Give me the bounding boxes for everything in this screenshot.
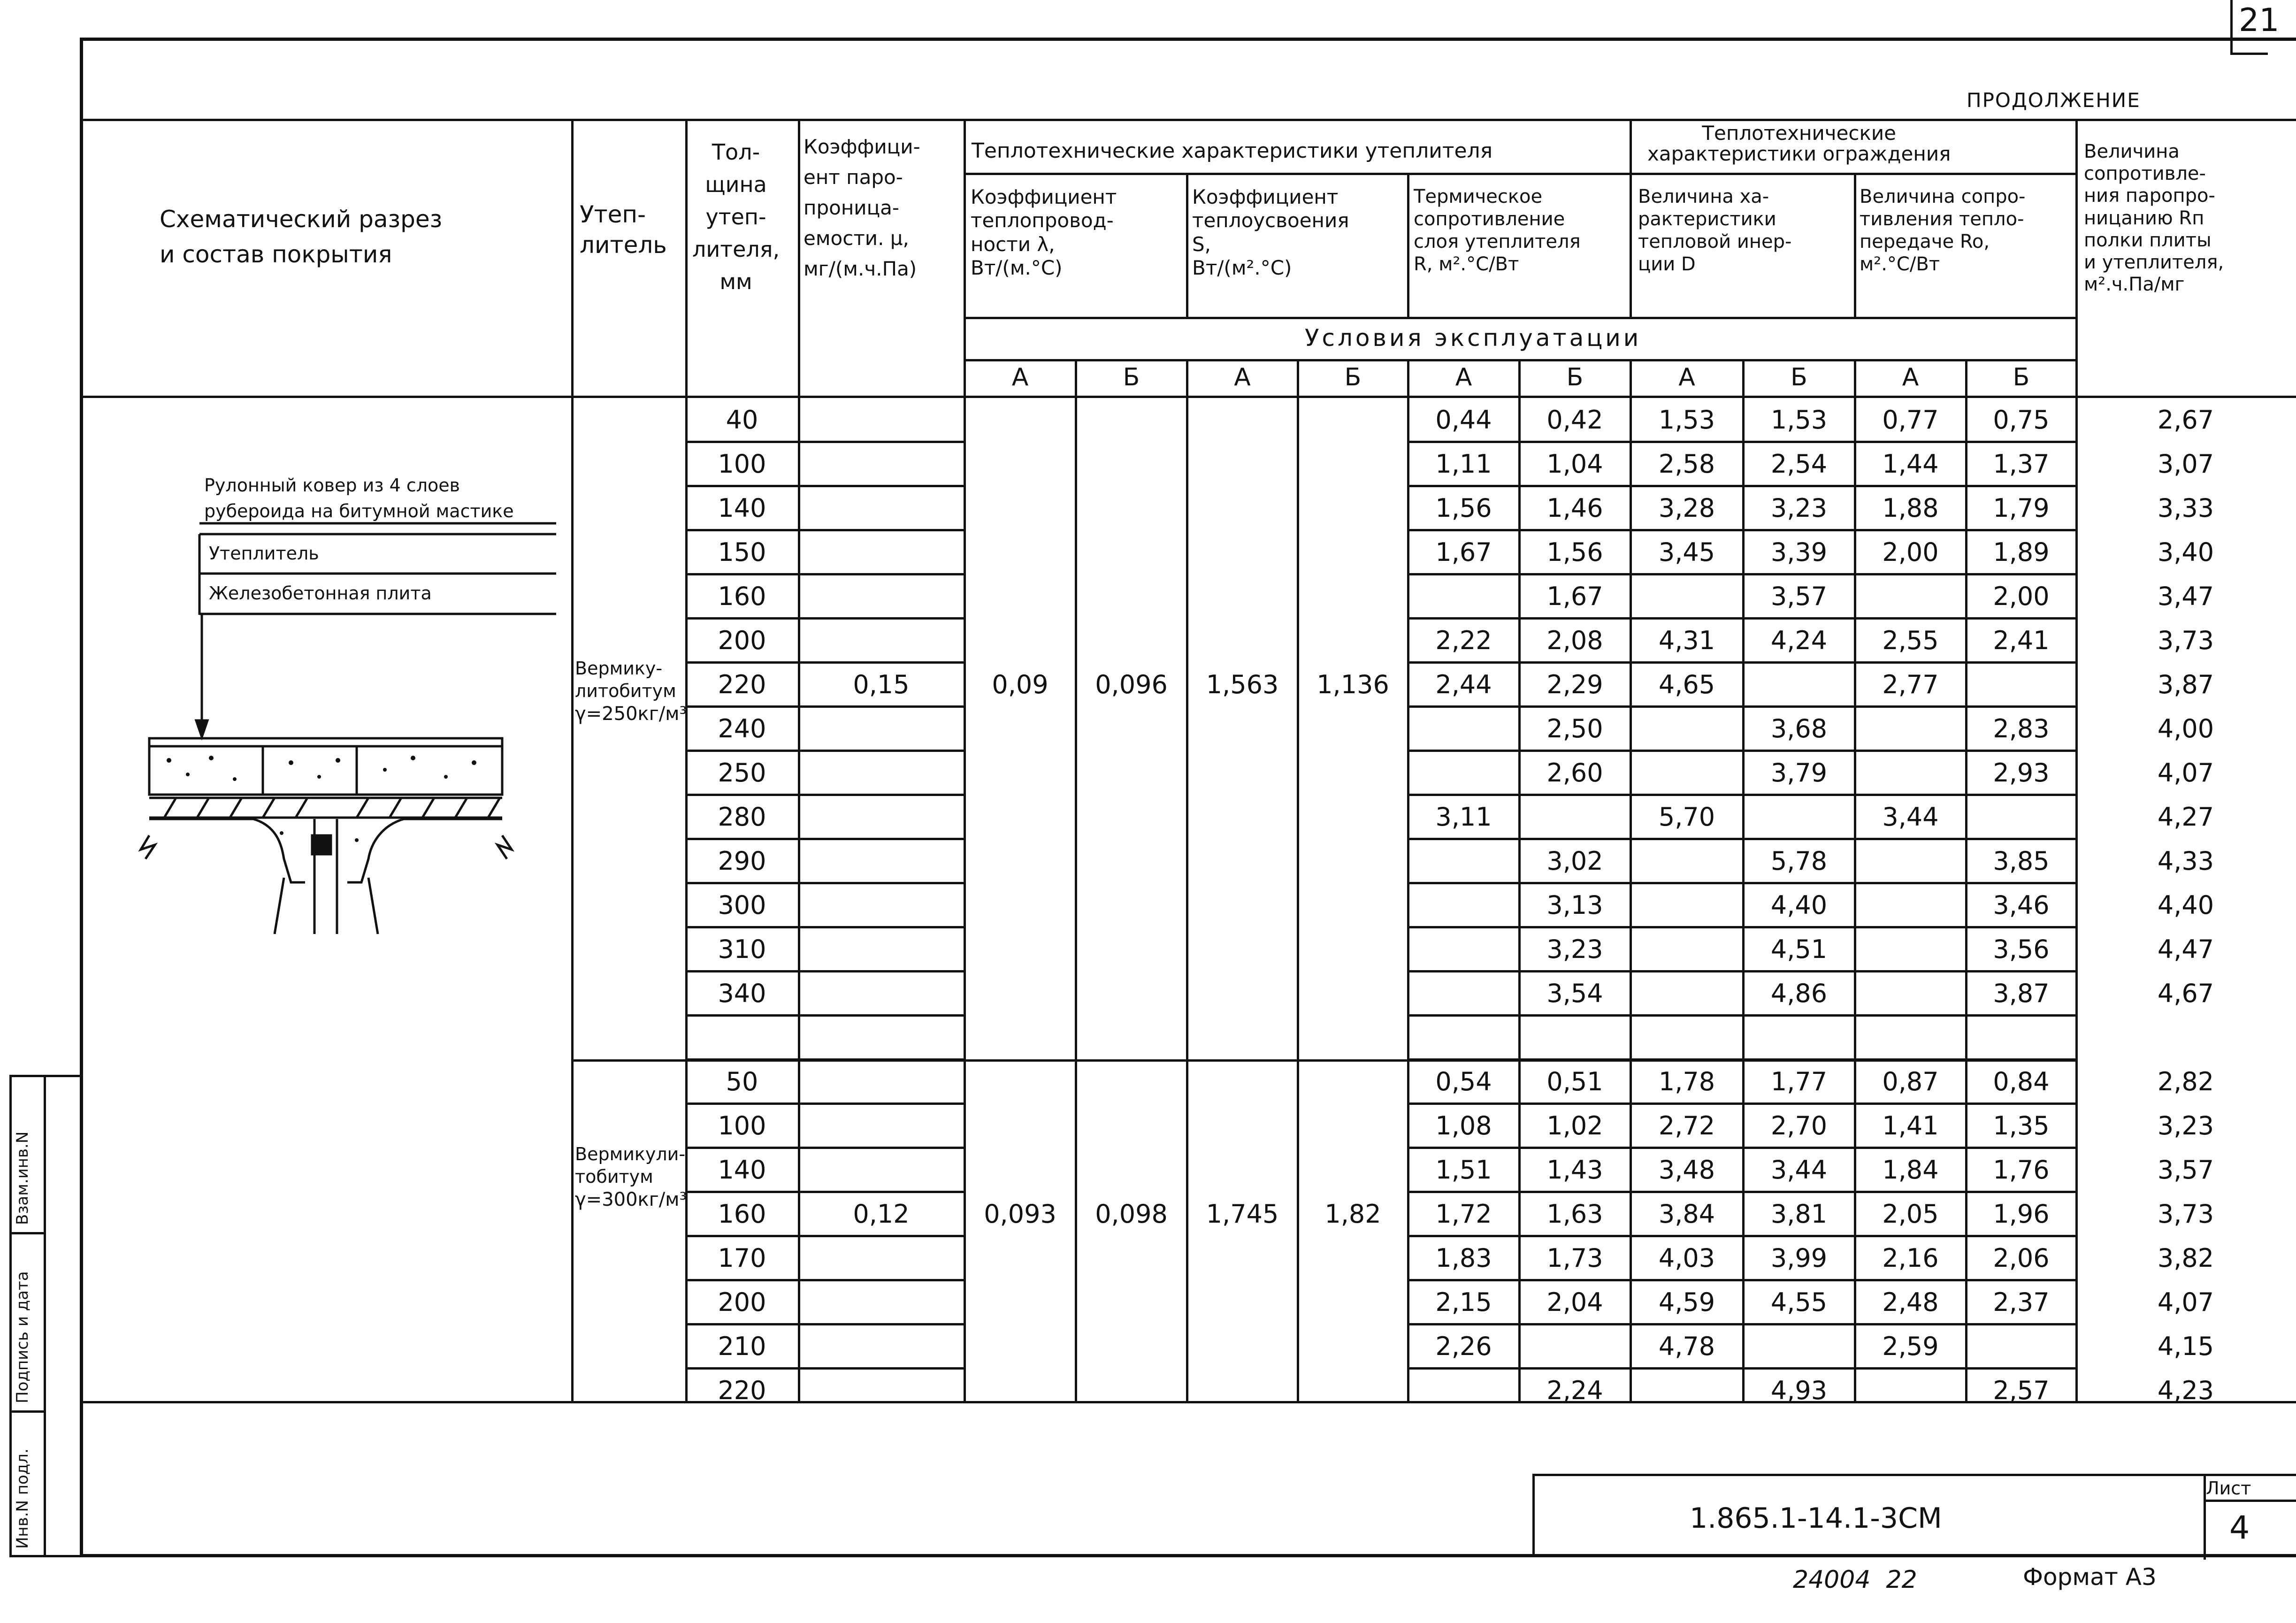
header-insulation: Утеп- литель xyxy=(580,201,667,259)
ro-a-cell: 1,41 xyxy=(1882,1111,1939,1141)
d-b-cell: 2,54 xyxy=(1770,449,1828,479)
thickness-cell: 220 xyxy=(718,670,766,699)
r-b-cell: 3,54 xyxy=(1546,979,1603,1008)
ro-b-cell: 2,57 xyxy=(1993,1376,2050,1405)
r-a-cell: 2,44 xyxy=(1435,670,1492,699)
s-b-cell: 1,136 xyxy=(1316,670,1389,699)
insulation-name-line: Вермикули- xyxy=(575,1144,686,1164)
ro-a-cell: 2,16 xyxy=(1882,1243,1939,1273)
rp-cell: 3,40 xyxy=(2157,537,2214,567)
d-a-cell: 4,31 xyxy=(1658,626,1715,655)
thickness-cell: 210 xyxy=(718,1332,766,1361)
r-a-cell: 3,11 xyxy=(1435,802,1492,832)
d-b-cell: 4,93 xyxy=(1770,1376,1828,1405)
r-b-cell: 2,29 xyxy=(1546,670,1603,699)
r-a-cell: 1,83 xyxy=(1435,1243,1492,1273)
thickness-cell: 220 xyxy=(718,1376,766,1405)
d-b-cell: 5,78 xyxy=(1770,846,1828,876)
rp-cell: 3,73 xyxy=(2157,626,2214,655)
r-b-cell: 2,60 xyxy=(1546,758,1603,788)
r-a-cell: 2,26 xyxy=(1435,1332,1492,1361)
side-label-inv: Инв.N подл. xyxy=(13,1448,32,1549)
footer-handwritten: 24004 22 xyxy=(1793,1566,1917,1594)
thickness-cell: 140 xyxy=(718,1155,766,1185)
r-a-cell: 2,15 xyxy=(1435,1287,1492,1317)
page-number: 21 xyxy=(2239,2,2280,39)
r-a-cell: 0,44 xyxy=(1435,405,1492,435)
s-b-cell: 1,82 xyxy=(1324,1199,1381,1229)
ro-b-cell: 2,06 xyxy=(1993,1243,2050,1273)
d-b-cell: 4,24 xyxy=(1770,626,1828,655)
ro-b-cell: 1,35 xyxy=(1993,1111,2050,1141)
ro-b-cell: 3,87 xyxy=(1993,979,2050,1008)
r-b-cell: 3,23 xyxy=(1546,934,1603,964)
d-b-cell: 4,86 xyxy=(1770,979,1828,1008)
r-a-cell: 1,11 xyxy=(1435,449,1492,479)
rp-cell: 3,73 xyxy=(2157,1199,2214,1229)
r-b-cell: 3,13 xyxy=(1546,890,1603,920)
diagram-layer-insulation: Утеплитель xyxy=(209,543,319,564)
ro-b-cell: 1,37 xyxy=(1993,449,2050,479)
rp-cell: 4,23 xyxy=(2157,1376,2214,1405)
diagram-caption-1: Рулонный ковер из 4 слоев xyxy=(204,475,460,496)
thickness-cell: 160 xyxy=(718,582,766,611)
subheader-b: Б xyxy=(1791,363,1807,391)
header-vapor-coef: Коэффици- ент паро- проница- емости. μ, мг/(м.ч.Па) xyxy=(804,135,920,281)
header-thickness: Тол- щина утеп- лителя, мм xyxy=(692,139,780,294)
d-b-cell: 3,79 xyxy=(1770,758,1828,788)
rp-cell: 2,82 xyxy=(2157,1067,2214,1096)
d-b-cell: 3,68 xyxy=(1770,714,1828,743)
ro-b-cell: 1,76 xyxy=(1993,1155,2050,1185)
header-s: Коэффициент теплоусвоения S, Вт/(м².°С) xyxy=(1192,185,1349,280)
r-b-cell: 2,24 xyxy=(1546,1376,1603,1405)
rp-cell: 4,33 xyxy=(2157,846,2214,876)
ro-b-cell: 3,46 xyxy=(1993,890,2050,920)
ro-b-cell: 2,37 xyxy=(1993,1287,2050,1317)
thickness-cell: 150 xyxy=(718,537,766,567)
rp-cell: 4,40 xyxy=(2157,890,2214,920)
ro-a-cell: 2,77 xyxy=(1882,670,1939,699)
ro-a-cell: 1,84 xyxy=(1882,1155,1939,1185)
ro-b-cell: 2,93 xyxy=(1993,758,2050,788)
d-a-cell: 1,78 xyxy=(1658,1067,1715,1096)
r-a-cell: 1,72 xyxy=(1435,1199,1492,1229)
thickness-cell: 250 xyxy=(718,758,766,788)
mu-cell: 0,12 xyxy=(853,1199,910,1229)
diagram-layer-slab: Железобетонная плита xyxy=(209,583,432,604)
s-a-cell: 1,745 xyxy=(1206,1199,1279,1229)
ro-a-cell: 0,77 xyxy=(1882,405,1939,435)
ro-a-cell: 1,88 xyxy=(1882,493,1939,523)
thickness-cell: 160 xyxy=(718,1199,766,1229)
thickness-cell: 240 xyxy=(718,714,766,743)
r-b-cell: 2,50 xyxy=(1546,714,1603,743)
r-b-cell: 0,51 xyxy=(1546,1067,1603,1096)
ro-a-cell: 0,87 xyxy=(1882,1067,1939,1096)
thickness-cell: 140 xyxy=(718,493,766,523)
header-insul-group: Теплотехнические характеристики утеплителя xyxy=(972,139,1493,163)
rp-cell: 4,67 xyxy=(2157,979,2214,1008)
d-a-cell: 3,28 xyxy=(1658,493,1715,523)
subheader-b: Б xyxy=(1344,363,1362,391)
ro-b-cell: 0,84 xyxy=(1993,1067,2050,1096)
d-a-cell: 2,58 xyxy=(1658,449,1715,479)
mu-cell: 0,15 xyxy=(853,670,910,699)
side-label-replace: Взам.инв.N xyxy=(13,1131,32,1225)
d-b-cell: 4,55 xyxy=(1770,1287,1828,1317)
d-a-cell: 4,03 xyxy=(1658,1243,1715,1273)
d-b-cell: 3,39 xyxy=(1770,537,1828,567)
rp-cell: 3,82 xyxy=(2157,1243,2214,1273)
ro-b-cell: 2,41 xyxy=(1993,626,2050,655)
ro-b-cell: 1,79 xyxy=(1993,493,2050,523)
d-b-cell: 3,81 xyxy=(1770,1199,1828,1229)
subheader-b: Б xyxy=(2013,363,2030,391)
r-a-cell: 1,08 xyxy=(1435,1111,1492,1141)
subheader-b: Б xyxy=(1123,363,1140,391)
thickness-cell: 170 xyxy=(718,1243,766,1273)
r-b-cell: 1,46 xyxy=(1546,493,1603,523)
d-a-cell: 1,53 xyxy=(1658,405,1715,435)
r-b-cell: 2,04 xyxy=(1546,1287,1603,1317)
insulation-name-line: литобитум xyxy=(575,681,676,701)
subheader-a: А xyxy=(1234,363,1251,391)
ro-a-cell: 2,00 xyxy=(1882,537,1939,567)
side-label-signature: Подпись и дата xyxy=(13,1271,32,1403)
thickness-cell: 280 xyxy=(718,802,766,832)
r-b-cell: 1,63 xyxy=(1546,1199,1603,1229)
ro-a-cell: 2,55 xyxy=(1882,626,1939,655)
rp-cell: 3,07 xyxy=(2157,449,2214,479)
lambda-b-cell: 0,096 xyxy=(1095,670,1168,699)
header-lambda: Коэффициент теплопровод- ности λ, Вт/(м.°С) xyxy=(971,185,1117,280)
thickness-cell: 300 xyxy=(718,890,766,920)
rp-cell: 4,07 xyxy=(2157,758,2214,788)
r-b-cell: 1,73 xyxy=(1546,1243,1603,1273)
footer-format: Формат А3 xyxy=(2023,1563,2157,1591)
header-resistance-group: Величина сопротивле- ния паропро- ницанию Rп полки плиты и утеплителя, м².ч.Па/мг xyxy=(2084,141,2224,296)
lambda-a-cell: 0,093 xyxy=(984,1199,1056,1229)
insulation-name-line: γ=250кг/м³ xyxy=(575,703,687,725)
lambda-a-cell: 0,09 xyxy=(992,670,1049,699)
thickness-cell: 50 xyxy=(726,1067,758,1096)
rp-cell: 3,23 xyxy=(2157,1111,2214,1141)
r-b-cell: 2,08 xyxy=(1546,626,1603,655)
r-b-cell: 1,43 xyxy=(1546,1155,1603,1185)
r-b-cell: 3,02 xyxy=(1546,846,1603,876)
insulation-name-line: тобитум xyxy=(575,1166,653,1187)
r-a-cell: 1,56 xyxy=(1435,493,1492,523)
rp-cell: 4,00 xyxy=(2157,714,2214,743)
ro-b-cell: 2,83 xyxy=(1993,714,2050,743)
diagram-caption-2: рубероида на битумной мастике xyxy=(204,501,514,521)
d-b-cell: 4,40 xyxy=(1770,890,1828,920)
continuation-label: ПРОДОЛЖЕНИЕ xyxy=(1967,89,2141,112)
sheet-label: Лист xyxy=(2206,1478,2251,1499)
d-a-cell: 3,48 xyxy=(1658,1155,1715,1185)
ro-a-cell: 1,44 xyxy=(1882,449,1939,479)
d-b-cell: 1,77 xyxy=(1770,1067,1828,1096)
thickness-cell: 290 xyxy=(718,846,766,876)
ro-b-cell: 3,56 xyxy=(1993,934,2050,964)
thickness-cell: 340 xyxy=(718,979,766,1008)
d-a-cell: 3,84 xyxy=(1658,1199,1715,1229)
r-b-cell: 1,56 xyxy=(1546,537,1603,567)
ro-b-cell: 3,85 xyxy=(1993,846,2050,876)
ro-a-cell: 3,44 xyxy=(1882,802,1939,832)
d-b-cell: 2,70 xyxy=(1770,1111,1828,1141)
ro-a-cell: 2,48 xyxy=(1882,1287,1939,1317)
ro-b-cell: 0,75 xyxy=(1993,405,2050,435)
thickness-cell: 100 xyxy=(718,1111,766,1141)
insulation-name-line: γ=300кг/м³ xyxy=(575,1189,687,1210)
d-b-cell: 3,44 xyxy=(1770,1155,1828,1185)
r-a-cell: 1,51 xyxy=(1435,1155,1492,1185)
rp-cell: 4,27 xyxy=(2157,802,2214,832)
thickness-cell: 200 xyxy=(718,1287,766,1317)
rp-cell: 3,57 xyxy=(2157,1155,2214,1185)
ro-b-cell: 1,89 xyxy=(1993,537,2050,567)
subheader-a: А xyxy=(1678,363,1695,391)
header-ro: Величина сопро- тивления тепло- передаче Ro, м².°С/Вт xyxy=(1860,186,2026,275)
ro-a-cell: 2,59 xyxy=(1882,1332,1939,1361)
r-b-cell: 1,02 xyxy=(1546,1111,1603,1141)
d-b-cell: 1,53 xyxy=(1770,405,1828,435)
s-a-cell: 1,563 xyxy=(1206,670,1279,699)
d-b-cell: 4,51 xyxy=(1770,934,1828,964)
lambda-b-cell: 0,098 xyxy=(1095,1199,1168,1229)
d-a-cell: 4,78 xyxy=(1658,1332,1715,1361)
thickness-cell: 40 xyxy=(726,405,758,435)
rp-cell: 3,87 xyxy=(2157,670,2214,699)
r-b-cell: 1,04 xyxy=(1546,449,1603,479)
document-code: 1.865.1-14.1-3СМ xyxy=(1690,1502,1942,1535)
ro-b-cell: 2,00 xyxy=(1993,582,2050,611)
r-b-cell: 0,42 xyxy=(1546,405,1603,435)
thickness-cell: 200 xyxy=(718,626,766,655)
r-a-cell: 1,67 xyxy=(1435,537,1492,567)
rp-cell: 4,07 xyxy=(2157,1287,2214,1317)
sheet-number: 4 xyxy=(2229,1509,2250,1546)
d-a-cell: 3,45 xyxy=(1658,537,1715,567)
d-a-cell: 2,72 xyxy=(1658,1111,1715,1141)
ro-b-cell: 1,96 xyxy=(1993,1199,2050,1229)
header-d: Величина ха- рактеристики тепловой инер- ции D xyxy=(1638,186,1792,275)
d-b-cell: 3,57 xyxy=(1770,582,1828,611)
rp-cell: 4,47 xyxy=(2157,934,2214,964)
thickness-cell: 310 xyxy=(718,934,766,964)
subheader-a: А xyxy=(1455,363,1472,391)
r-a-cell: 0,54 xyxy=(1435,1067,1492,1096)
d-a-cell: 5,70 xyxy=(1658,802,1715,832)
subheader-a: А xyxy=(1902,363,1919,391)
d-a-cell: 4,59 xyxy=(1658,1287,1715,1317)
rp-cell: 2,67 xyxy=(2157,405,2214,435)
ro-a-cell: 2,05 xyxy=(1882,1199,1939,1229)
thickness-cell: 100 xyxy=(718,449,766,479)
rp-cell: 3,47 xyxy=(2157,582,2214,611)
d-b-cell: 3,99 xyxy=(1770,1243,1828,1273)
r-b-cell: 1,67 xyxy=(1546,582,1603,611)
insulation-name-line: Вермику- xyxy=(575,658,663,679)
subheader-a: А xyxy=(1011,363,1029,391)
subheader-b: Б xyxy=(1566,363,1584,391)
rp-cell: 3,33 xyxy=(2157,493,2214,523)
header-enclosure-group: Теплотехнические характеристики ограждения xyxy=(1647,122,1951,166)
header-section: Схематический разрез и состав покрытия xyxy=(160,206,443,268)
d-a-cell: 4,65 xyxy=(1658,670,1715,699)
d-b-cell: 3,23 xyxy=(1770,493,1828,523)
header-r: Термическое сопротивление слоя утеплителя R, м².°С/Вт xyxy=(1414,186,1581,275)
header-conditions: Условия эксплуатации xyxy=(1305,324,1642,352)
r-a-cell: 2,22 xyxy=(1435,626,1492,655)
rp-cell: 4,15 xyxy=(2157,1332,2214,1361)
